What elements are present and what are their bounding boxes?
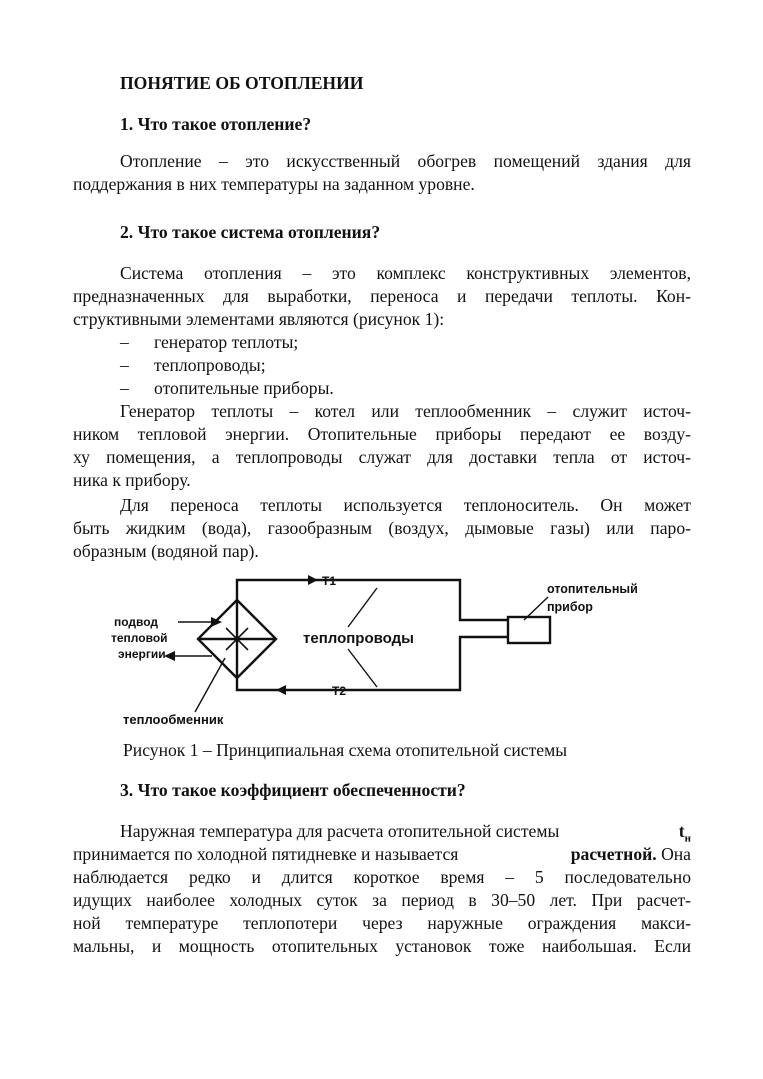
label-device-line-2: прибор xyxy=(547,600,593,614)
text-line: структивными элементами являются (рисунок 1): xyxy=(73,309,445,329)
input-arrow-icon xyxy=(211,617,222,627)
temperature-symbol: $t_н$ xyxy=(678,821,691,845)
pipes-leader-line xyxy=(348,588,377,627)
list-item-text: генератор теплоты; xyxy=(154,332,299,352)
question-1-answer xyxy=(73,150,691,196)
text-line: ника к прибору. xyxy=(73,470,191,490)
label-t1: Т1 xyxy=(322,574,337,588)
supply-arrow-icon xyxy=(308,575,318,585)
question-1-heading: 1. Что такое отопление? xyxy=(120,114,312,134)
text-fragment: расчетной. Она xyxy=(570,844,691,864)
question-2-paragraph-3 xyxy=(73,494,691,563)
label-pipes: теплопроводы xyxy=(303,630,414,647)
text-line: Для переноса теплоты используется теплоноситель. Он может xyxy=(120,495,691,515)
list-item-text: теплопроводы; xyxy=(154,355,266,375)
text-line: образным (водяной пар). xyxy=(73,541,259,561)
text-fragment: Наружная температура для расчета отопительной системы xyxy=(120,821,560,841)
output-arrow-icon xyxy=(164,651,175,661)
text-line: Отопление – это искусственный обогрев помещений здания для xyxy=(120,151,691,171)
label-device-line-1: отопительный xyxy=(547,582,638,596)
label-exchanger: теплообменник xyxy=(123,712,224,727)
pipes-leader-line xyxy=(348,649,377,687)
list-dash: – xyxy=(120,378,129,398)
text-line: поддержания в них температуры на заданном уровне. xyxy=(73,174,475,194)
question-2-paragraph-2 xyxy=(73,400,691,492)
return-arrow-icon xyxy=(276,685,286,695)
label-input-line-2: тепловой xyxy=(111,631,168,645)
question-2-heading: 2. Что такое система отопления? xyxy=(120,222,381,242)
supply-pipe-t1 xyxy=(237,580,508,620)
question-3-heading: 3. Что такое коэффициент обеспеченности? xyxy=(120,780,466,800)
question-2-intro xyxy=(73,262,691,331)
list-dash: – xyxy=(120,355,129,375)
text-line: ху помещения, а теплопроводы служат для доставки тепла от источ- xyxy=(73,447,691,467)
heating-system-diagram xyxy=(0,568,763,733)
question-3-answer xyxy=(73,820,691,958)
text-line xyxy=(73,843,691,866)
label-input-line-1: подвод xyxy=(114,615,159,629)
text-line: ной температуре теплопотери через наружные ограждения макси- xyxy=(73,913,691,933)
exchanger-leader-line xyxy=(195,658,225,712)
heating-device-rect xyxy=(508,617,550,643)
text-line: ником тепловой энергии. Отопительные приборы передают ее возду- xyxy=(73,424,691,444)
label-t2: Т2 xyxy=(332,684,347,698)
text-line: мальны, и мощность отопительных установок тоже наибольшая. Если xyxy=(73,936,691,956)
text-line: предназначенных для выработки, переноса и передачи теплоты. Кон- xyxy=(73,286,691,306)
figure-caption: Рисунок 1 – Принципиальная схема отопительной системы xyxy=(123,740,568,760)
text-line: быть жидким (вода), газообразным (воздух, дымовые газы) или паро- xyxy=(73,518,691,538)
label-input-line-3: энергии xyxy=(118,647,166,661)
text-line: Генератор теплоты – котел или теплообменник – служит источ- xyxy=(120,401,691,421)
list-item-text: отопительные приборы. xyxy=(154,378,334,398)
text-line: Система отопления – это комплекс конструктивных элементов, xyxy=(120,263,691,283)
text-line xyxy=(73,820,691,843)
list-dash: – xyxy=(120,332,129,352)
text-line: наблюдается редко и длится короткое время – 5 последовательно xyxy=(73,867,691,887)
text-line: идущих наиболее холодных суток за период в 30–50 лет. При расчет- xyxy=(73,890,691,910)
page-title: ПОНЯТИЕ ОБ ОТОПЛЕНИИ xyxy=(120,73,364,93)
text-fragment: принимается по холодной пятидневке и называется xyxy=(73,844,459,864)
